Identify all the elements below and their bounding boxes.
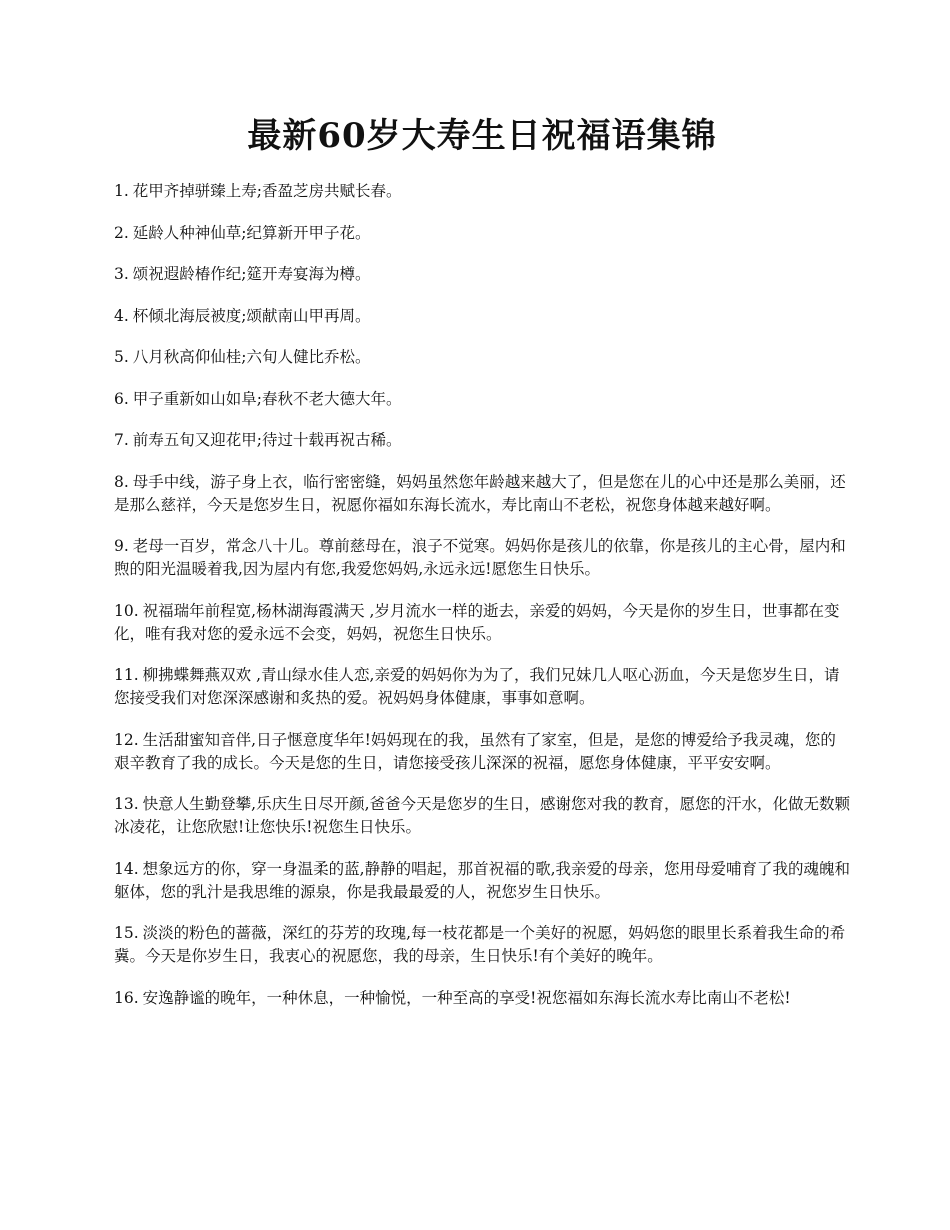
list-item bbox=[114, 664, 850, 710]
item-number: 11. bbox=[114, 666, 139, 684]
item-text: 花甲齐掉骈臻上寿;香盈芝房共赋长春。 bbox=[132, 182, 402, 200]
page-title: 最新60岁大寿生日祝福语集锦 bbox=[247, 116, 717, 156]
list-item bbox=[114, 180, 850, 203]
list-item bbox=[114, 388, 850, 411]
list-item bbox=[114, 729, 850, 775]
item-text: 老母一百岁，常念八十儿。尊前慈母在，浪子不觉寒。妈妈你是孩儿的依靠，你是孩儿的主心骨，屋内和煦的阳光温暖着我,因为屋内有您,我爱您妈妈,永远永远!愿您生日快乐。 bbox=[114, 537, 846, 578]
list-item bbox=[114, 346, 850, 369]
item-text: 祝福瑞年前程宽,杨林湖海霞满天 ,岁月流水一样的逝去，亲爱的妈妈，今天是你的岁生日，世事都在变化，唯有我对您的爱永远不会变，妈妈，祝您生日快乐。 bbox=[114, 601, 840, 643]
list-item bbox=[114, 858, 850, 904]
item-number: 16. bbox=[114, 988, 139, 1007]
item-text: 八月秋高仰仙桂;六旬人健比乔松。 bbox=[132, 348, 371, 366]
item-text: 安逸静谧的晚年，一种休息，一种愉悦，一种至高的享受!祝您福如东海长流水寿比南山不老松! bbox=[142, 988, 791, 1007]
item-number: 10. bbox=[114, 601, 139, 620]
list-item bbox=[114, 222, 850, 245]
item-text: 柳拂蝶舞燕双欢 ,青山绿水佳人恋,亲爱的妈妈你为为了，我们兄妹几人呕心沥血，今天是您岁生日，请您接受我们对您深深感谢和炙热的爱。祝妈妈身体健康，事事如意啊。 bbox=[114, 666, 840, 707]
item-number: 7. bbox=[114, 431, 129, 449]
list-item bbox=[114, 305, 850, 328]
item-text: 快意人生勤登攀,乐庆生日尽开颜,爸爸今天是您岁的生日，感谢您对我的教育，愿您的汗水，化做无数颗冰凌花，让您欣慰!让您快乐!祝您生日快乐。 bbox=[114, 795, 851, 836]
item-text: 母手中线，游子身上衣，临行密密缝，妈妈虽然您年龄越来越大了，但是您在儿的心中还是那么美丽，还是那么慈祥，今天是您岁生日，祝愿你福如东海长流水，寿比南山不老松，祝您身体越来越好啊。 bbox=[114, 472, 846, 514]
blessing-list bbox=[114, 180, 850, 1010]
item-text: 延龄人种神仙草;纪算新开甲子花。 bbox=[132, 223, 371, 242]
list-item bbox=[114, 987, 850, 1010]
item-text: 颂祝遐龄椿作纪;筵开寿宴海为樽。 bbox=[132, 265, 371, 283]
item-number: 15. bbox=[114, 924, 139, 942]
item-text: 淡淡的粉色的蔷薇，深红的芬芳的玫瑰,每一枝花都是一个美好的祝愿，妈妈您的眼里长系着我生命的希冀。今天是你岁生日，我衷心的祝愿您，我的母亲，生日快乐!有个美好的晚年。 bbox=[114, 924, 846, 965]
item-number: 9. bbox=[114, 537, 129, 555]
item-number: 6. bbox=[114, 389, 129, 408]
list-item bbox=[114, 535, 850, 581]
item-number: 8. bbox=[114, 472, 129, 491]
list-item bbox=[114, 793, 850, 839]
item-text: 甲子重新如山如阜;春秋不老大德大年。 bbox=[132, 389, 402, 408]
item-text: 前寿五旬又迎花甲;待过十载再祝古稀。 bbox=[132, 431, 402, 449]
item-text: 杯倾北海辰被度;颂献南山甲再周。 bbox=[132, 306, 371, 325]
list-item bbox=[114, 471, 850, 517]
item-text: 生活甜蜜知音伴,日子惬意度华年!妈妈现在的我，虽然有了家室，但是，是您的博爱给予我灵魂，您的艰辛教育了我的成长。今天是您的生日，请您接受孩儿深深的祝福，愿您身体健康，平平安安啊。 bbox=[114, 730, 836, 772]
list-item bbox=[114, 922, 850, 968]
item-number: 1. bbox=[114, 182, 129, 200]
item-number: 2. bbox=[114, 223, 129, 242]
item-number: 4. bbox=[114, 306, 129, 325]
item-number: 12. bbox=[114, 730, 139, 749]
list-item bbox=[114, 600, 850, 646]
item-number: 5. bbox=[114, 348, 129, 366]
item-number: 3. bbox=[114, 265, 129, 283]
list-item bbox=[114, 429, 850, 452]
item-text: 想象远方的你，穿一身温柔的蓝,静静的唱起，那首祝福的歌,我亲爱的母亲，您用母爱哺育了我的魂魄和躯体，您的乳汁是我思维的源泉，你是我最最爱的人，祝您岁生日快乐。 bbox=[114, 859, 851, 901]
list-item bbox=[114, 263, 850, 286]
item-number: 13. bbox=[114, 795, 139, 813]
item-number: 14. bbox=[114, 859, 139, 878]
